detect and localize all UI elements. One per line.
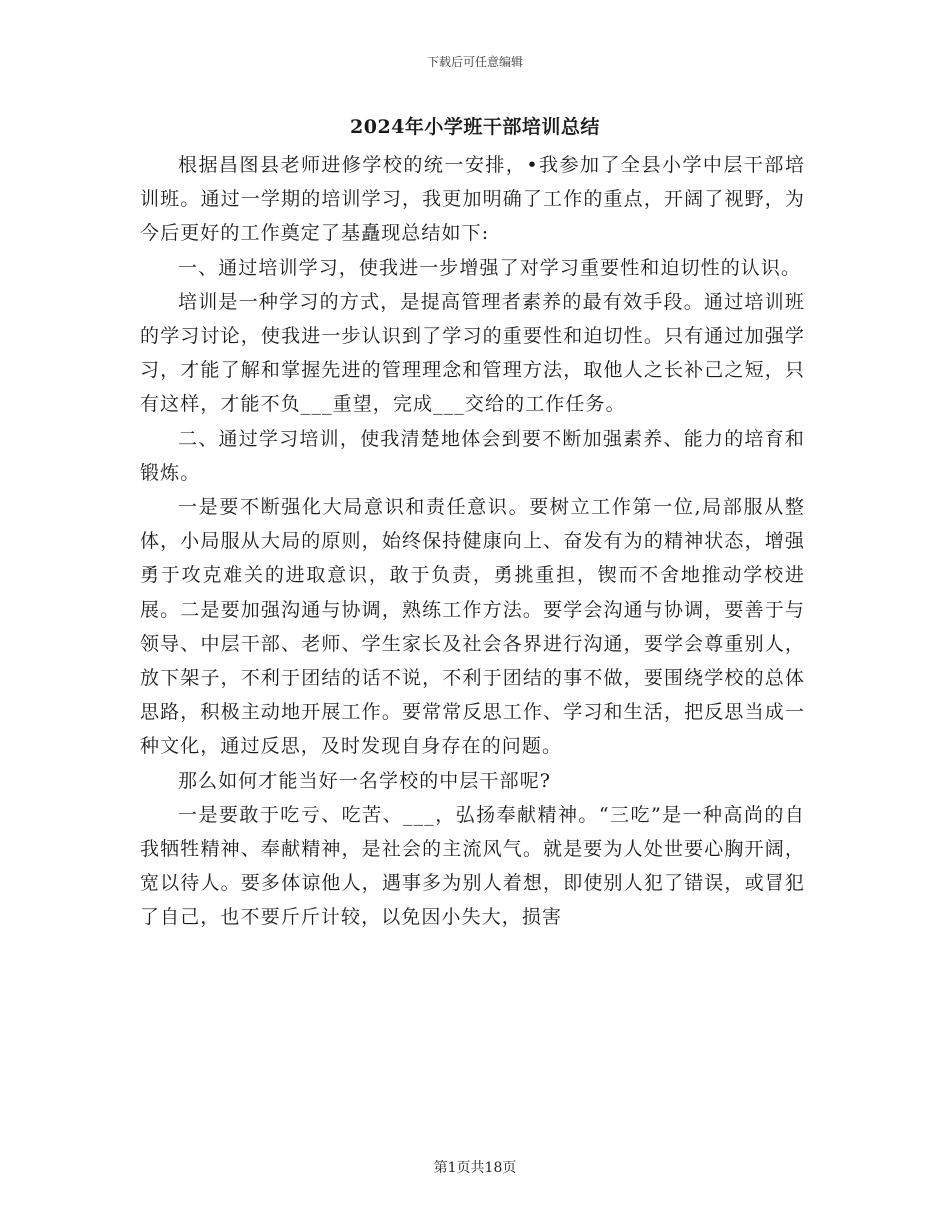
document-title: 2024年小学班干部培训总结 [350,116,600,138]
paragraph: 培训是一种学习的方式，是提高管理者素养的最有效手段。通过培训班的学习讨论，使我进一步认识到了学习的重要性和迫切性。只有通过加强学习，才能了解和掌握先进的管理理念和管理方法，取他人之长补己之短，只有这样，才能不负___重望，完成___交给的工作任务。 [140,290,805,416]
paragraph: 二、通过学习培训，使我清楚地体会到要不断加强素养、能力的培育和锻炼。 [140,427,805,484]
paragraph: 一是要敢于吃亏、吃苦、___，弘扬奉献精神。“三吃”是一种高尚的自我牺牲精神、奉献精神，是社会的主流风气。就是要为人处世要心胸开阔，宽以待人。要多体谅他人，遇事多为别人着想，即使别人犯了错误，或冒犯了自己，也不要斤斤计较，以免因小失大，损害 [140,803,805,929]
page-footer: 第1页共18页 [433,1160,517,1176]
paragraph: 一、通过培训学习，使我进一步增强了对学习重要性和迫切性的认识。 [178,256,802,279]
paragraph: 一是要不断强化大局意识和责任意识。要树立工作第一位,局部服从整体，小局服从大局的原则，始终保持健康向上、奋发有为的精神状态，增强勇于攻克难关的进取意识，敢于负责，勇挑重担，锲而不舍地推动学校进展。二是要加强沟通与协调，熟练工作方法。要学会沟通与协调，要善于与领导、中层干部、老师、学生家长及社会各界进行沟通，要学会尊重别人，放下架子，不利于团结的话不说，不利于团结的事不做，要围绕学校的总体思路，积极主动地开展工作。要常常反思工作、学习和生活，把反思当成一种文化，通过反思，及时发现自身存在的问题。 [140,496,805,758]
document-body [140,148,805,935]
paragraph: 那么如何才能当好一名学校的中层干部呢? [178,769,552,792]
header-note: 下载后可任意编辑 [426,55,523,69]
paragraph: 根据昌图县老师进修学校的统一安排，•我参加了全县小学中层干部培训班。通过一学期的培训学习，我更加明确了工作的重点，开阔了视野，为今后更好的工作奠定了基矗现总结如下: [140,154,805,245]
